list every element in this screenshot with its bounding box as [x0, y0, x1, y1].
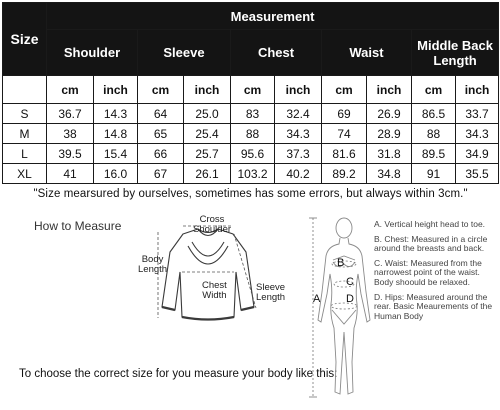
shoulder-header: Shoulder: [47, 30, 138, 76]
value-cell: 103.2: [231, 164, 275, 184]
value-cell: 25.7: [184, 144, 231, 164]
note-a-height: A. Vertical height head to toe.: [374, 219, 486, 229]
size-chart-table: [2, 2, 499, 204]
unit-cell: inch: [456, 76, 499, 104]
marker-c: C: [346, 276, 354, 288]
unit-cell: cm: [231, 76, 275, 104]
marker-a: A: [313, 293, 321, 305]
sleeve-length-label-line1: Sleeve: [256, 282, 286, 293]
body-length-label-line1: Body: [141, 254, 164, 265]
value-cell: 66: [138, 144, 184, 164]
unit-cell: inch: [367, 76, 412, 104]
body-length-label: [138, 255, 167, 275]
size-cell: L: [3, 144, 47, 164]
size-header: Size: [3, 3, 47, 76]
value-cell: 86.5: [412, 104, 456, 124]
table-row: [3, 124, 499, 144]
table-row: [3, 164, 499, 184]
value-cell: 34.3: [456, 124, 499, 144]
value-cell: 14.8: [94, 124, 138, 144]
value-cell: 16.0: [94, 164, 138, 184]
value-cell: 25.0: [184, 104, 231, 124]
value-cell: 15.4: [94, 144, 138, 164]
value-cell: 34.3: [275, 124, 322, 144]
value-cell: 41: [47, 164, 94, 184]
how-to-measure-title: How to Measure: [34, 219, 122, 233]
chest-width-label-line1: Chest: [202, 280, 227, 291]
unit-cell: inch: [94, 76, 138, 104]
value-cell: 81.6: [322, 144, 367, 164]
value-cell: 38: [47, 124, 94, 144]
value-cell: 28.9: [367, 124, 412, 144]
size-cell: M: [3, 124, 47, 144]
table-row: [3, 104, 499, 124]
unit-cell: inch: [275, 76, 322, 104]
cross-shoulder-label-line2: Shoulder: [193, 224, 232, 235]
note-d-hips: D. Hips: Measured around the rear. Basic Meaurements of the Human Body: [374, 291, 493, 321]
value-cell: 37.3: [275, 144, 322, 164]
value-cell: 26.9: [367, 104, 412, 124]
value-cell: 83: [231, 104, 275, 124]
value-cell: 91: [412, 164, 456, 184]
table-row: [3, 144, 499, 164]
sleeve-header: Sleeve: [138, 30, 231, 76]
sleeve-length-label: [256, 283, 285, 303]
unit-cell: cm: [138, 76, 184, 104]
value-cell: 33.7: [456, 104, 499, 124]
note-c-waist: C. Waist: Measured from the narrowest point of the waist. Body shoould be relaxed.: [374, 257, 482, 287]
value-cell: 34.8: [367, 164, 412, 184]
cross-shoulder-label: [193, 215, 231, 235]
value-cell: 39.5: [47, 144, 94, 164]
size-cell: S: [3, 104, 47, 124]
measurement-header: Measurement: [47, 3, 499, 30]
value-cell: 25.4: [184, 124, 231, 144]
choose-size-instruction: To choose the correct size for you measure your body like this:: [19, 368, 338, 380]
value-cell: 65: [138, 124, 184, 144]
value-cell: 88: [231, 124, 275, 144]
waist-header: Waist: [322, 30, 412, 76]
marker-d: D: [346, 293, 354, 305]
cross-shoulder-label-line1: Cross: [199, 214, 225, 225]
body-figure: [306, 212, 376, 407]
value-cell: 36.7: [47, 104, 94, 124]
value-cell: 89.2: [322, 164, 367, 184]
value-cell: 14.3: [94, 104, 138, 124]
middle-back-length-header: Middle Back Length: [412, 30, 499, 76]
value-cell: 35.5: [456, 164, 499, 184]
unit-cell: inch: [184, 76, 231, 104]
marker-b: B: [337, 257, 345, 269]
value-cell: 34.9: [456, 144, 499, 164]
note-b-chest: B. Chest: Measured in a circle around the breasts and back.: [374, 233, 488, 254]
value-cell: 32.4: [275, 104, 322, 124]
value-cell: 89.5: [412, 144, 456, 164]
size-cell: XL: [3, 164, 47, 184]
unit-cell: cm: [47, 76, 94, 104]
measurement-notes: [374, 220, 498, 326]
value-cell: 88: [412, 124, 456, 144]
value-cell: 26.1: [184, 164, 231, 184]
value-cell: 31.8: [367, 144, 412, 164]
chest-width-label-line2: Width: [202, 290, 227, 301]
value-cell: 74: [322, 124, 367, 144]
value-cell: 69: [322, 104, 367, 124]
value-cell: 64: [138, 104, 184, 124]
chest-header: Chest: [231, 30, 322, 76]
unit-cell-blank: [3, 76, 47, 104]
value-cell: 40.2: [275, 164, 322, 184]
measurement-disclaimer: "Size mearsured by ourselves, sometimes has some errors, but always within 3cm.": [3, 184, 499, 204]
unit-cell: cm: [412, 76, 456, 104]
sleeve-length-label-line2: Length: [256, 292, 286, 303]
value-cell: 67: [138, 164, 184, 184]
unit-cell: cm: [322, 76, 367, 104]
body-length-label-line2: Length: [138, 264, 168, 275]
value-cell: 95.6: [231, 144, 275, 164]
chest-width-label: [202, 281, 227, 301]
